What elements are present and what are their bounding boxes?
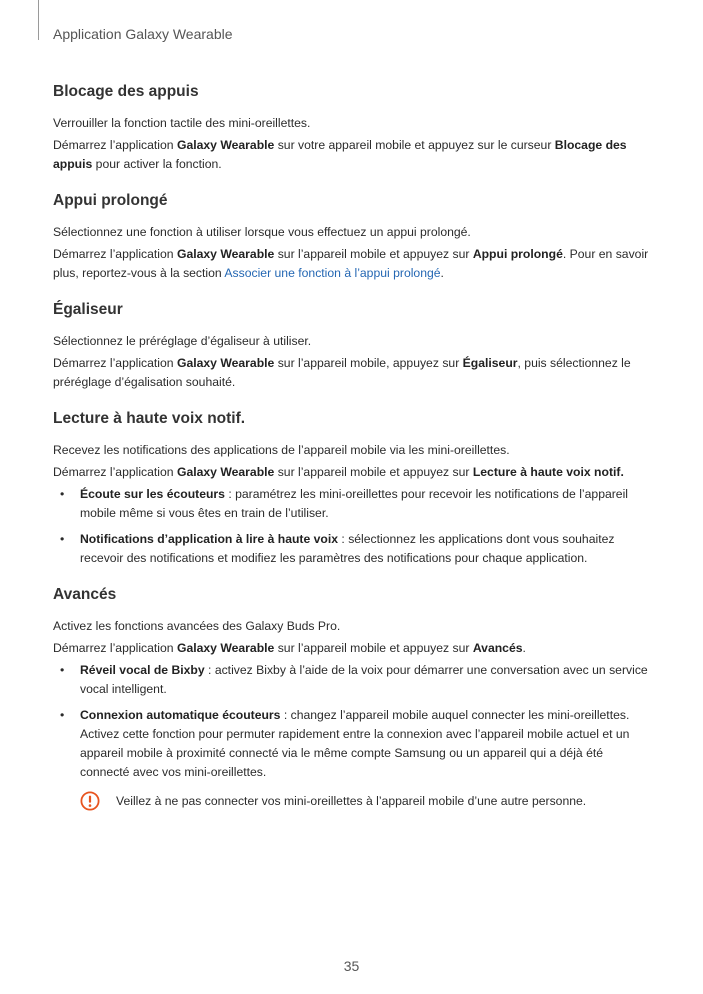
section-title: Avancés (53, 586, 117, 603)
menu-target: Lecture à haute voix notif. (472, 465, 624, 479)
app-name: Galaxy Wearable (176, 465, 275, 479)
bullet-icon: • (60, 708, 65, 722)
section-intro: Sélectionnez le préréglage d’égaliseur à utiliser. (53, 334, 312, 348)
page-content (53, 82, 653, 828)
option-term: Réveil vocal de Bixby (80, 663, 205, 677)
caution-icon (80, 791, 100, 811)
section-appui-prolonge (53, 191, 653, 283)
bullet-icon: • (60, 487, 65, 501)
app-name: Galaxy Wearable (176, 247, 275, 261)
section-intro: Verrouiller la fonction tactile des mini-oreillettes. (53, 116, 311, 130)
section-intro: Activez les fonctions avancées des Galaxy Buds Pro. (53, 619, 341, 633)
section-instruction: Démarrez l’application Galaxy Wearable sur l’appareil mobile, appuyez sur Égaliseur, puis sélectionnez le préréglage d’égalisation souhaité. (53, 356, 631, 389)
section-title: Appui prolongé (53, 192, 168, 209)
list-item: • Connexion automatique écouteurs : changez l’appareil mobile auquel connecter les mini-oreillettes. Activez cette fonction pour permuter rapidement entre la connexion avec l’appareil mobile actuel et un appareil mobile à proximité connecté via le même compte Samsung ou un appareil qui a déjà été connecté avec vos mini-oreillettes. (60, 708, 630, 779)
caution-text: Veillez à ne pas connecter vos mini-oreillettes à l’appareil mobile d’une autre personne. (116, 794, 587, 808)
list-item: • Notifications d’application à lire à haute voix : sélectionnez les applications dont vous souhaitez recevoir des notifications et modifiez les paramètres des notifications pour chaque application. (60, 532, 615, 565)
section-blocage-des-appuis (53, 82, 653, 174)
section-instruction: Démarrez l’application Galaxy Wearable sur l’appareil mobile et appuyez sur Lecture à haute voix notif. (53, 465, 624, 479)
option-term: Notifications d’application à lire à haute voix (80, 532, 339, 546)
page-number: 35 (343, 958, 360, 974)
section-intro: Recevez les notifications des applications de l’appareil mobile via les mini-oreillettes. (53, 443, 510, 457)
menu-target: Appui prolongé (472, 247, 563, 261)
option-term: Écoute sur les écouteurs (80, 487, 225, 501)
caution-note (53, 792, 653, 811)
app-name: Galaxy Wearable (176, 356, 275, 370)
section-title: Égaliseur (53, 301, 123, 318)
list-item: • Écoute sur les écouteurs : paramétrez les mini-oreillettes pour recevoir les notifications de l’appareil mobile même si vous êtes en train de l’utiliser. (60, 487, 628, 520)
section-intro: Sélectionnez une fonction à utiliser lorsque vous effectuez un appui prolongé. (53, 225, 471, 239)
option-list (53, 485, 653, 568)
section-lecture-notif (53, 409, 653, 568)
section-title: Blocage des appuis (53, 83, 199, 100)
menu-target: Blocage des appuis (53, 138, 627, 171)
section-egaliseur (53, 300, 653, 392)
menu-target: Égaliseur (462, 356, 518, 370)
section-instruction: Démarrez l’application Galaxy Wearable sur l’appareil mobile et appuyez sur Avancés. (53, 641, 526, 655)
section-avances (53, 585, 653, 811)
section-title: Lecture à haute voix notif. (53, 410, 246, 427)
menu-target: Avancés (472, 641, 523, 655)
section-instruction: Démarrez l’application Galaxy Wearable sur l’appareil mobile et appuyez sur Appui prolongé. Pour en savoir plus, reportez-vous à la section Associer une fonction à l’appui prolongé. (53, 247, 649, 280)
app-name: Galaxy Wearable (176, 641, 275, 655)
running-header: Application Galaxy Wearable (53, 26, 233, 42)
option-term: Connexion automatique écouteurs (80, 708, 281, 722)
app-name: Galaxy Wearable (176, 138, 275, 152)
header-rule (38, 0, 39, 40)
bullet-icon: • (60, 663, 65, 677)
option-list (53, 661, 653, 782)
cross-reference-link[interactable]: Associer une fonction à l’appui prolongé (224, 266, 441, 280)
section-instruction: Démarrez l’application Galaxy Wearable sur votre appareil mobile et appuyez sur le curseur Blocage des appuis pour activer la fonction. (53, 138, 627, 171)
list-item: • Réveil vocal de Bixby : activez Bixby à l’aide de la voix pour démarrer une conversation avec un service vocal intelligent. (60, 663, 648, 696)
bullet-icon: • (60, 532, 65, 546)
